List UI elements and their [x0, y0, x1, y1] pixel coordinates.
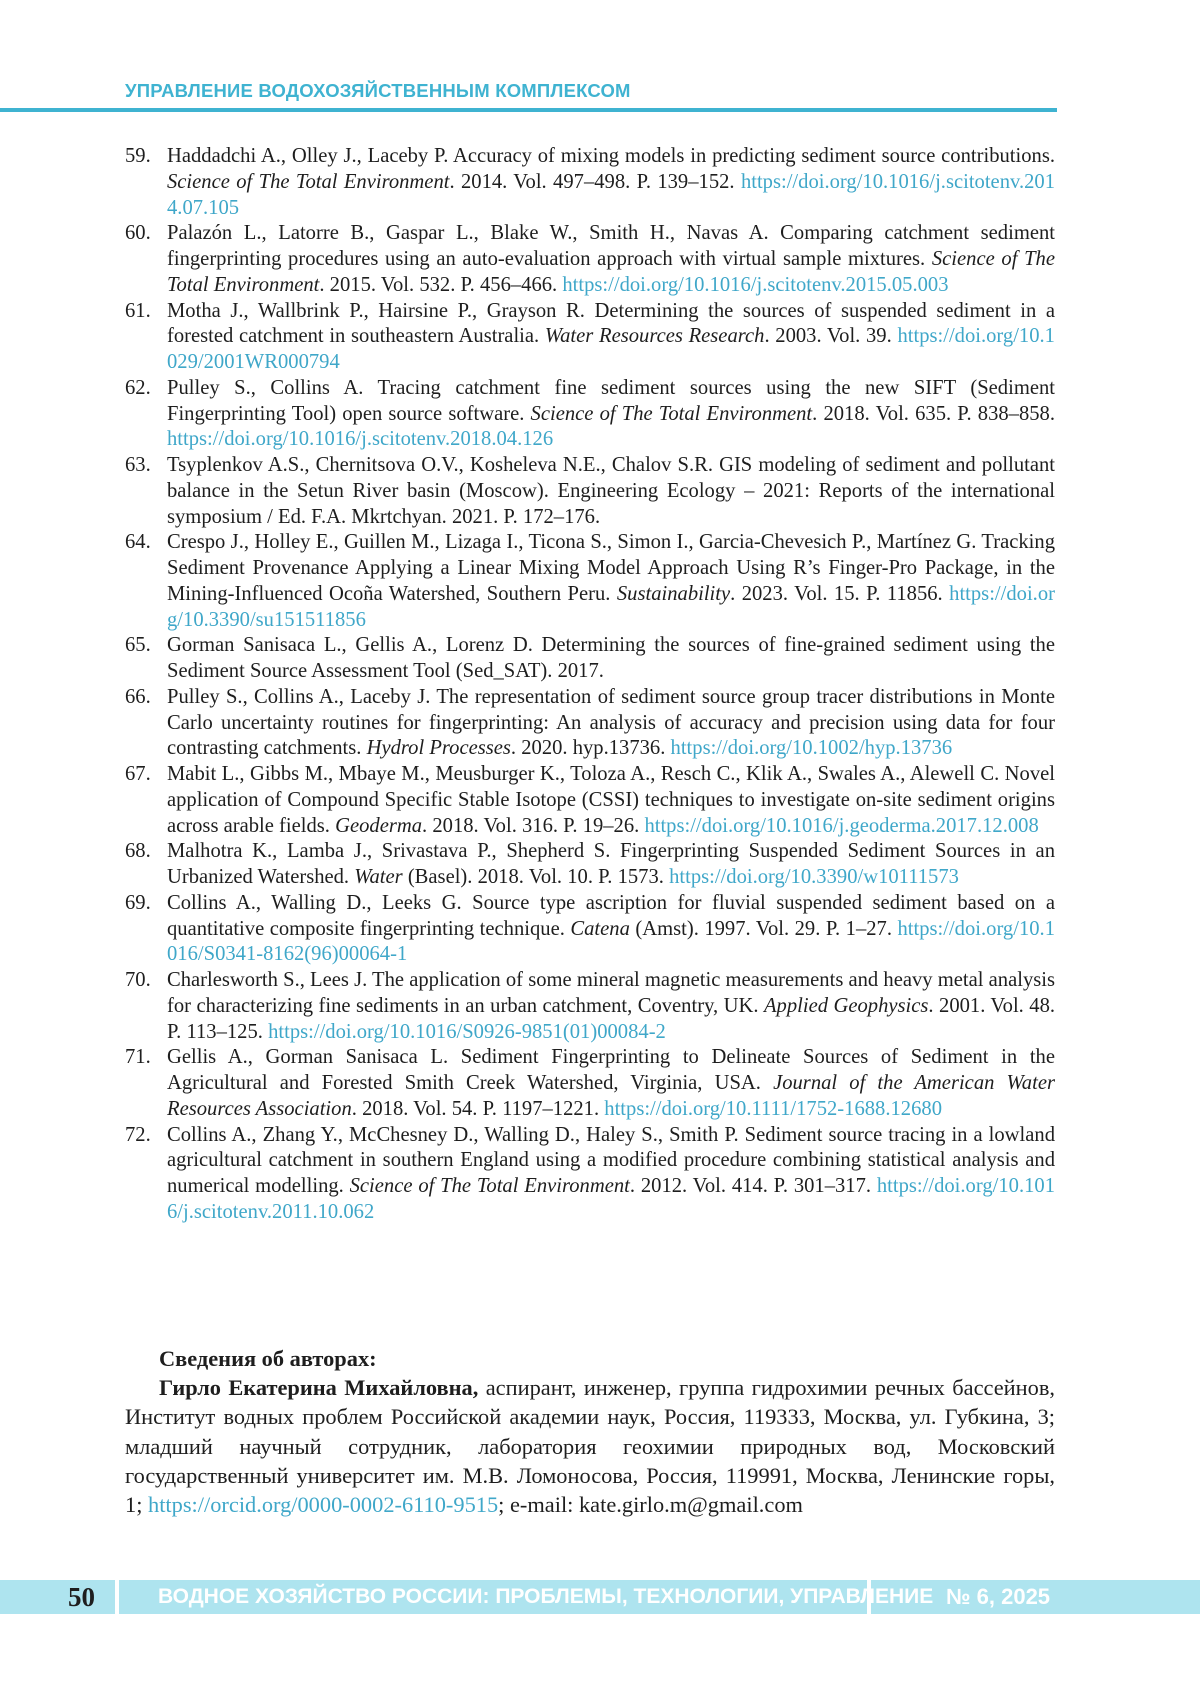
reference-details: . 2003. Vol. 39.	[764, 325, 898, 348]
reference-text: Pulley S., Collins A., Laceby J. The representation of sediment source group tracer distributions in Monte Carlo uncertainty routines for fingerprinting: An analysis of accuracy and precision using data for four contrasting catchments.	[167, 685, 1055, 760]
reference-journal: Journal of the American Water Resources Association	[167, 1072, 1055, 1120]
reference-doi-link[interactable]: https://doi.org/10.1016/j.scitotenv.2011.10.062	[167, 1175, 1055, 1223]
footer-page-block	[0, 1580, 115, 1614]
reference-details: . 2014. Vol. 497–498. P. 139–152.	[449, 170, 741, 193]
reference-number: 67.	[125, 763, 151, 785]
reference-details: . 2018. Vol. 316. P. 19–26.	[422, 814, 645, 837]
reference-doi-link[interactable]: https://doi.org/10.3390/su151511856	[167, 582, 1055, 631]
author-name: Гирло Екатерина Михайловна,	[159, 1375, 479, 1401]
reference-journal: Science of The Total Environment	[530, 402, 813, 425]
reference-item	[125, 221, 1055, 298]
author-info	[125, 1373, 1055, 1519]
reference-number: 62.	[125, 376, 151, 399]
reference-item	[125, 1123, 1055, 1226]
reference-number: 64.	[125, 531, 151, 554]
author-bio: аспирант, инженер, группа гидрохимии речных бассейнов, Институт водных проблем Российской академии наук, Россия, 119333, Москва, ул. Губкина, 3; младший научный сотрудник, лаборатория геохимии природных вод, Московский государственный университет им. М.В. Ломоносова, Россия, 119991, Москва, Ленинские горы, 1;	[125, 1375, 1055, 1518]
reference-details: . 2018. Vol. 54. P. 1197–1221.	[351, 1097, 605, 1120]
reference-number: 70.	[125, 969, 151, 991]
page-number: 50	[68, 1582, 95, 1612]
reference-item	[125, 762, 1055, 839]
reference-text: Malhotra K., Lamba J., Srivastava P., Shepherd S. Fingerprinting Suspended Sediment Sources in an Urbanized Watershed.	[167, 840, 1055, 888]
author-email: ; e-mail: kate.girlo.m@gmail.com	[498, 1492, 803, 1518]
reference-item	[125, 891, 1055, 968]
reference-journal: Applied Geophysics	[763, 994, 929, 1017]
reference-journal: Water Resources Research	[544, 325, 765, 348]
reference-doi-link[interactable]: https://doi.org/10.1016/j.scitotenv.2018.04.126	[167, 428, 554, 451]
reference-doi-link[interactable]: https://doi.org/10.1016/S0926-9851(01)00084-2	[268, 1020, 666, 1043]
reference-text: Charlesworth S., Lees J. The application of some mineral magnetic measurements and heavy metal analysis for characterizing fine sediments in an urban catchment, Coventry, UK.	[167, 969, 1055, 1017]
reference-text: Gorman Sanisaca L., Gellis A., Lorenz D. Determining the sources of fine-grained sediment using the Sediment Source Assessment Tool (Sed_SAT). 2017.	[167, 634, 1055, 682]
reference-details: . 2012. Vol. 414. P. 301–317.	[629, 1175, 877, 1197]
reference-doi-link[interactable]: https://doi.org/10.1016/j.scitotenv.2014.07.105	[167, 170, 1055, 219]
reference-text: Mabit L., Gibbs M., Mbaye M., Meusburger K., Toloza A., Resch C., Klik A., Swales A., Alewell C. Novel application of Compound Specific Stable Isotope (CSSI) techniques to investigate on-site sediment origins across arable fields.	[167, 763, 1055, 837]
reference-doi-link[interactable]: https://doi.org/10.3390/w10111573	[669, 866, 959, 888]
reference-text: Collins A., Walling D., Leeks G. Source type ascription for fluvial suspended sediment based on a quantitative composite fingerprinting technique.	[167, 891, 1055, 940]
reference-journal: Science of The Total Environment	[167, 248, 1055, 296]
running-head: УПРАВЛЕНИЕ ВОДОХОЗЯЙСТВЕННЫМ КОМПЛЕКСОМ	[125, 80, 631, 101]
reference-journal: Sustainability	[616, 582, 731, 605]
footer-bar	[0, 1580, 1200, 1614]
reference-text: Motha J., Wallbrink P., Hairsine P., Grayson R. Determining the sources of suspended sediment in a forested catchment in southeastern Australia.	[167, 299, 1055, 348]
header-rule	[0, 108, 1057, 112]
reference-text: Haddadchi A., Olley J., Laceby P. Accuracy of mixing models in predicting sediment source contributions.	[167, 145, 1055, 167]
journal-title: ВОДНОЕ ХОЗЯЙСТВО РОССИИ: ПРОБЛЕМЫ, ТЕХНОЛОГИИ, УПРАВЛЕНИЕ	[158, 1585, 934, 1608]
reference-details: . 2020. hyp.13736.	[510, 737, 671, 760]
reference-doi-link[interactable]: https://doi.org/10.1016/j.geoderma.2017.12.008	[644, 814, 1039, 837]
reference-details: . 2001. Vol. 48. P. 113–125.	[167, 994, 1056, 1043]
reference-number: 66.	[125, 685, 151, 708]
reference-journal: Hydrol Processes	[366, 737, 511, 760]
reference-number: 69.	[125, 891, 151, 914]
reference-number: 61.	[125, 299, 151, 322]
reference-number: 65.	[125, 634, 151, 657]
reference-details: . 2018. Vol. 635. P. 838–858.	[812, 402, 1056, 425]
reference-journal: Geoderma	[335, 814, 423, 837]
authors-section	[125, 1344, 1055, 1519]
reference-details: . 2015. Vol. 532. P. 456–466.	[319, 273, 563, 296]
reference-text: Collins A., Zhang Y., McChesney D., Walling D., Haley S., Smith P. Sediment source tracing in a lowland agricultural catchment in southern England using a modified procedure combining statistical analysis and numerical modelling.	[167, 1123, 1055, 1197]
reference-journal: Science of The Total Environment	[167, 170, 450, 193]
reference-text: Pulley S., Collins A. Tracing catchment fine sediment sources using the new SIFT (Sediment Fingerprinting Tool) open source software.	[167, 376, 1055, 425]
authors-heading: Сведения об авторах:	[159, 1346, 377, 1371]
reference-number: 71.	[125, 1046, 151, 1069]
reference-doi-link[interactable]: https://doi.org/10.1016/S0341-8162(96)00064-1	[167, 917, 1055, 966]
reference-text: Gellis A., Gorman Sanisaca L. Sediment Fingerprinting to Delineate Sources of Sediment in the Agricultural and Forested Smith Creek Watershed, Virginia, USA.	[167, 1046, 1055, 1094]
reference-details: (Basel). 2018. Vol. 10. P. 1573.	[402, 866, 670, 888]
reference-item	[125, 685, 1055, 762]
reference-doi-link[interactable]: https://doi.org/10.1016/j.scitotenv.2015.05.003	[562, 273, 949, 296]
reference-doi-link[interactable]: https://doi.org/10.1029/2001WR000794	[167, 325, 1055, 373]
reference-doi-link[interactable]: https://doi.org/10.1002/hyp.13736	[670, 737, 953, 760]
reference-details: . 2023. Vol. 15. P. 11856.	[730, 582, 950, 605]
reference-text: Crespo J., Holley E., Guillen M., Lizaga I., Ticona S., Simon I., Garcia-Chevesich P., Martínez G. Tracking Sediment Provenance Applying a Linear Mixing Model Approach Using R’s Finger-Pro Package, in the Mining-Influenced Ocoña Watershed, Southern Peru.	[167, 531, 1055, 605]
reference-text: Tsyplenkov A.S., Chernitsova O.V., Kosheleva N.E., Chalov S.R. GIS modeling of sediment and pollutant balance in the Setun River basin (Moscow). Engineering Ecology – 2021: Reports of the international symposium / Ed. F.A. Mkrtchyan. 2021. P. 172–176.	[167, 454, 1055, 528]
reference-number: 72.	[125, 1123, 151, 1146]
orcid-link[interactable]: https://orcid.org/0000-0002-6110-9515	[148, 1492, 499, 1518]
issue-number: № 6, 2025	[946, 1584, 1051, 1609]
reference-number: 60.	[125, 222, 151, 245]
reference-doi-link[interactable]: https://doi.org/10.1111/1752-1688.12680	[604, 1097, 942, 1120]
reference-journal: Science of The Total Environment	[349, 1175, 630, 1197]
reference-text: Palazón L., Latorre B., Gaspar L., Blake W., Smith H., Navas A. Comparing catchment sediment fingerprinting procedures using an auto-evaluation approach with virtual sample mixtures.	[167, 222, 1055, 270]
reference-number: 63.	[125, 454, 151, 476]
reference-item	[125, 839, 1055, 891]
reference-list	[125, 144, 1055, 1226]
reference-number: 68.	[125, 840, 151, 863]
reference-item	[125, 968, 1055, 1045]
reference-details: (Amst). 1997. Vol. 29. P. 1–27.	[629, 917, 898, 940]
reference-number: 59.	[125, 145, 151, 167]
reference-item	[125, 299, 1055, 376]
reference-item	[125, 530, 1055, 633]
reference-journal: Water	[354, 866, 403, 888]
reference-item	[125, 453, 1055, 530]
reference-item	[125, 144, 1055, 221]
reference-item	[125, 1045, 1055, 1122]
reference-item	[125, 633, 1055, 685]
reference-journal: Catena	[570, 917, 630, 940]
reference-item	[125, 376, 1055, 453]
